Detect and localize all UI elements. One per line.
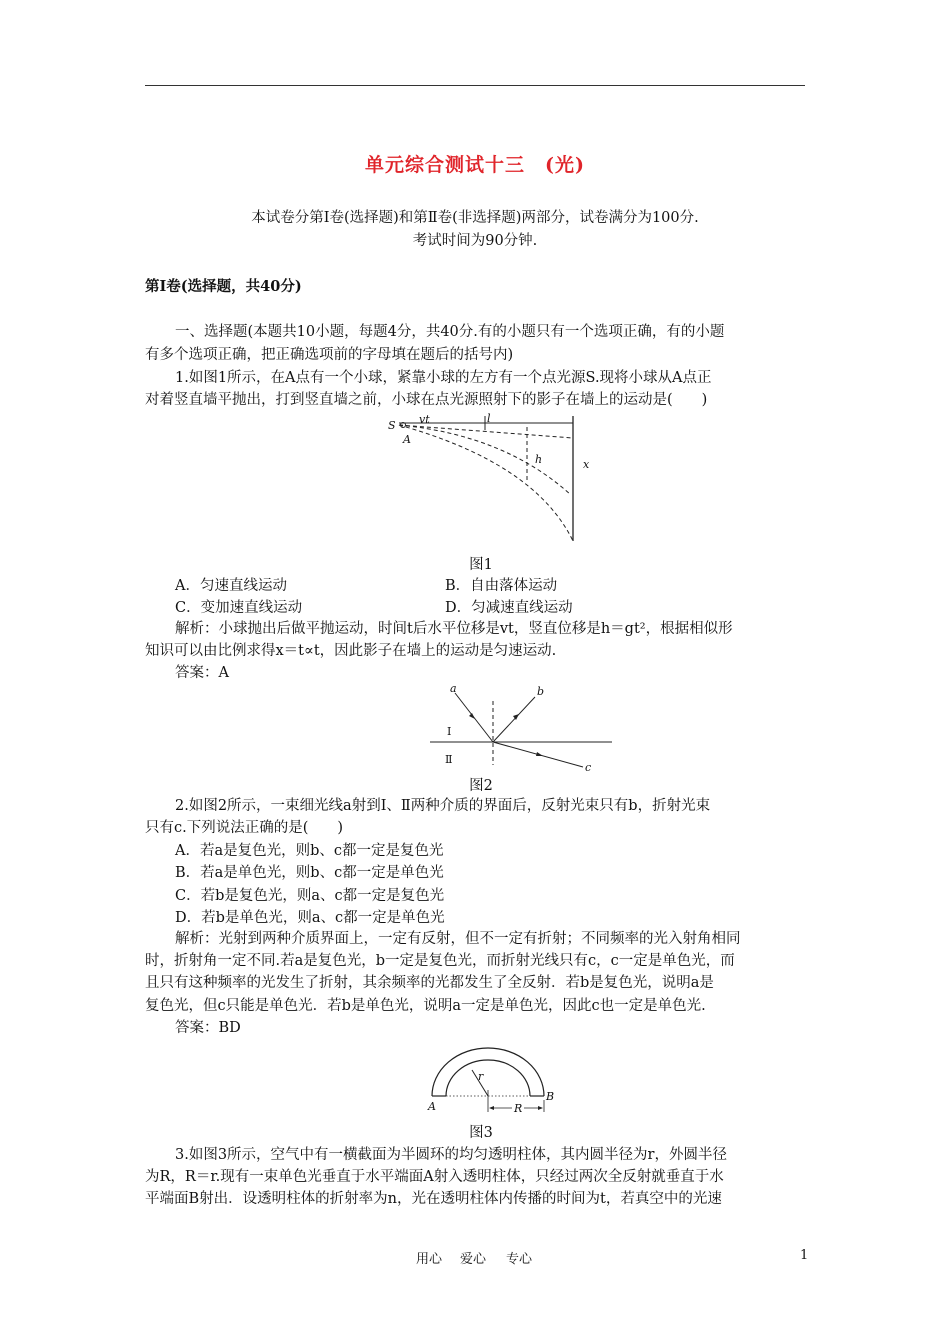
- q2-option-b: B．若a是单色光，则b、c都一定是单色光: [175, 865, 444, 881]
- q3-line-2: 为R，R＝r.现有一束单色光垂直于水平端面A射入透明柱体，只经过两次全反射就垂直于水: [145, 1169, 724, 1185]
- q2-option-a: A．若a是复色光，则b、c都一定是复色光: [175, 843, 444, 859]
- fig3-label-A: A: [428, 1100, 436, 1113]
- q2-answer: 答案：BD: [175, 1020, 241, 1036]
- q1-analysis-line-2: 知识可以由比例求得x＝t∝t，因此影子在墙上的运动是匀速运动.: [145, 643, 557, 659]
- footer-text-3: 专心: [506, 1252, 533, 1267]
- figure-1: [385, 413, 595, 548]
- footer-text-2: 爱心: [460, 1252, 487, 1267]
- fig1-shadow-curve: [399, 425, 573, 541]
- fig1-trajectory: [399, 425, 571, 495]
- figure-3: [420, 1040, 560, 1115]
- fig2-label-b: b: [537, 685, 545, 698]
- fig3-label-B: B: [546, 1090, 555, 1103]
- q2-line-2: 只有c.下列说法正确的是( ): [145, 820, 344, 836]
- header-rule: [145, 85, 805, 86]
- q3-line-3: 平端面B射出．设透明柱体的折射率为n，光在透明柱体内传播的时间为t，若真空中的光速: [145, 1191, 722, 1207]
- q2-analysis-line-4: 复色光，但c只能是单色光．若b是单色光，说明a一定是单色光，因此c也一定是单色光.: [145, 998, 706, 1014]
- q1-answer: 答案：A: [175, 665, 229, 681]
- q2-analysis-line-2: 时，折射角一定不同.若a是复色光，b一定是复色光，而折射光线只有c，c一定是单色光，而: [145, 953, 735, 969]
- fig2-label-II: Ⅱ: [445, 753, 453, 766]
- fig1-label-vt: vt: [419, 413, 430, 426]
- fig2-arrow-a: [469, 713, 475, 719]
- fig2-label-c: c: [585, 761, 592, 773]
- footer-text-1: 用心: [416, 1252, 443, 1267]
- page-number: 1: [800, 1248, 809, 1263]
- intro-line-1: 本试卷分第Ⅰ卷(选择题)和第Ⅱ卷(非选择题)两部分，试卷满分为100分.: [251, 210, 699, 226]
- fig1-dashed-ray: [399, 425, 573, 438]
- q2-analysis-line-1: 解析：光射到两种介质界面上，一定有反射，但不一定有折射；不同频率的光入射角相同: [175, 931, 741, 947]
- q1-option-a: A．匀速直线运动: [175, 578, 287, 594]
- fig2-arrow-c: [536, 752, 543, 756]
- page-title: 单元综合测试十三 (光): [365, 154, 585, 176]
- fig2-label-a: a: [450, 683, 457, 695]
- q2-analysis-line-3: 且只有这种频率的光发生了折射，其余频率的光都发生了全反射．若b是复色光，说明a是: [145, 975, 714, 991]
- figure-2-caption: 图2: [469, 778, 493, 794]
- q3-line-1: 3.如图3所示，空气中有一横截面为半圆环的均匀透明柱体，其内圆半径为r，外圆半径: [175, 1147, 727, 1163]
- fig2-ray-b: [493, 697, 535, 742]
- fig1-label-A: A: [403, 433, 411, 446]
- section-heading: 第Ⅰ卷(选择题，共40分): [145, 278, 302, 295]
- fig3-outer-arc: [432, 1048, 544, 1096]
- q1-line-2: 对着竖直墙平抛出，打到竖直墙之前，小球在点光源照射下的影子在墙上的运动是( ): [145, 392, 708, 408]
- figure-3-caption: 图3: [469, 1125, 493, 1141]
- figure-1-caption: 图1: [469, 557, 493, 573]
- fig1-label-l: l: [487, 413, 491, 425]
- instructions-line-1: 一、选择题(本题共10小题，每题4分，共40分.有的小题只有一个选项正确，有的小题: [175, 324, 725, 340]
- fig2-label-I: Ⅰ: [447, 725, 452, 738]
- fig3-label-R: R: [514, 1102, 523, 1115]
- q2-line-1: 2.如图2所示，一束细光线a射到Ⅰ、Ⅱ两种介质的界面后，反射光束只有b，折射光束: [175, 798, 711, 814]
- fig3-arrow-right: [538, 1106, 543, 1110]
- q1-option-b: B．自由落体运动: [445, 578, 558, 594]
- q2-option-d: D．若b是单色光，则a、c都一定是单色光: [175, 910, 445, 926]
- figure-2: [425, 683, 615, 773]
- fig1-label-S: S: [388, 419, 396, 432]
- q1-analysis-line-1: 解析：小球抛出后做平抛运动，时间t后水平位移是vt，竖直位移是h＝gt²，根据相似形: [175, 621, 733, 637]
- q1-line-1: 1.如图1所示，在A点有一个小球，紧靠小球的左方有一个点光源S.现将小球从A点正: [175, 370, 712, 386]
- fig1-label-x: x: [583, 458, 590, 471]
- instructions-line-2: 有多个选项正确，把正确选项前的字母填在题后的括号内): [145, 347, 514, 363]
- intro-line-2: 考试时间为90分钟.: [412, 233, 538, 249]
- q1-option-c: C．变加速直线运动: [175, 600, 303, 616]
- fig3-arrow-left: [489, 1106, 494, 1110]
- q1-option-d: D．匀减速直线运动: [445, 600, 573, 616]
- fig3-label-r: r: [478, 1070, 484, 1083]
- fig1-label-h: h: [535, 453, 543, 466]
- q2-option-c: C．若b是复色光，则a、c都一定是复色光: [175, 888, 445, 904]
